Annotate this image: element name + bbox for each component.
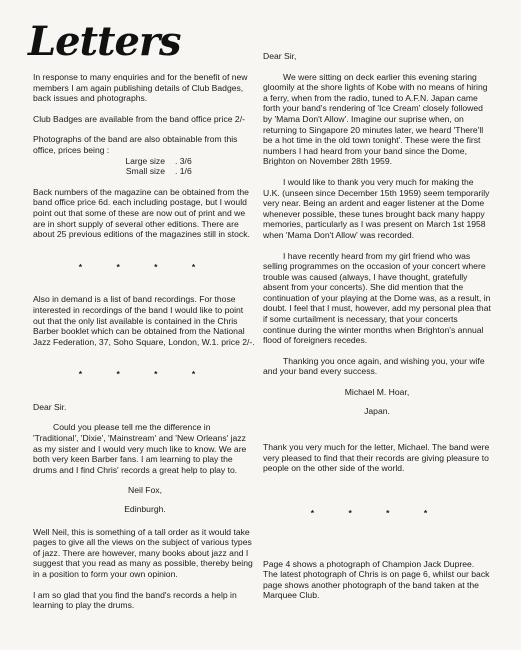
right-column <box>263 51 491 611</box>
letter-salutation: Dear Sir, <box>263 51 297 61</box>
letter-paragraph: We were sitting on deck earlier this evening staring gloomily at the shore lights of Kobe with no means of hiring a ferry, when from the radio, tuned to A.F.N. Japan came forth your band's rendering of 'Ice Cream' closely followed by 'Mama Don't Allow'. Imagine our suprise when, on returning to Singapore 20 minutes later, we heard 'There'll be a hot time in the old town tonight'. These were the first numbers I had heard from your band since the Dome, Brighton on November 28th 1959. <box>263 71 488 167</box>
closing-paragraph: Page 4 shows a photograph of Champion Jack Dupree. The latest photograph of Chris is on page 6, whilst our back page shows another photograph of the band taken at the Marquee Club. <box>263 558 490 601</box>
signature-place: Edinburgh. <box>124 504 166 515</box>
intro-paragraph: In response to many enquiries and for the benefit of new members I am again publishing details of Club Badges, back issues and photographs. <box>33 72 248 104</box>
page-heading: Letters <box>28 18 181 65</box>
letter-body: Could you please tell me the difference in 'Traditional', 'Dixie', 'Mainstream' and 'New Orleans' jazz as my sister and I would very much like to know. We are both very keen Barber fans. I am learning to play the drums and I find Chris' records a great help to play to. <box>33 422 247 475</box>
badges-paragraph: Club Badges are available from the band office price 2/- <box>33 113 245 124</box>
separator: * * * * <box>310 508 444 518</box>
signature-name: Neil Fox, <box>128 485 162 496</box>
letter-salutation: Dear Sir. <box>33 401 67 412</box>
letter-paragraph: I have recently heard from my girl friend who was selling programmes on the occasion of your concert where trouble was caused (always, I have thought, gratefully absent from your concerts). She did mention that the continuation of your playing at the Dome was, as a result, in doubt. I feel that I must, however, add my personal plea that if some curtailment is necessary, that your concerts continue during the winter months when Brighton's annual flood of foreigners recedes. <box>263 250 491 346</box>
price-row-large: Large size . 3/6 <box>125 155 192 166</box>
reply-paragraph: Well Neil, this is something of a tall order as it would take pages to give all the views on the subject of various types of jazz. There are however, many books about jazz and I suggest that you read as many as possible, thereby being in a position to form your own opinion. <box>33 526 253 579</box>
signature-place: Japan. <box>364 405 390 416</box>
price-row-small: Small size . 1/6 <box>125 166 192 177</box>
letter-paragraph: I would like to thank you very much for making the U.K. (unseen since December 15th 1959) seem temporarily very near. Being an ardent and eager listener at the Dome whenever possible, these tunes brought back many happy memories, particularly as I was present on March 1st 1958 when 'Mama Don't Allow' was recorded. <box>263 176 490 240</box>
left-column <box>33 72 257 621</box>
signature-name: Michael M. Hoar, <box>344 387 410 398</box>
recordings-paragraph: Also in demand is a list of band recordings. For those interested in recordings of the band I would like to point out that the only list available is contained in the Chris Barber booklet which can be obtained from the National Jazz Federation, 37, Soho Square, London, W.1. price 2/-. <box>33 294 255 347</box>
letter-paragraph: Thanking you once again, and wishing you, your wife and your band every success. <box>263 355 485 377</box>
reply-paragraph: Thank you very much for the letter, Michael. The band were very pleased to find that their records are giving pleasure to people on the other side of the world. <box>263 442 490 474</box>
photos-paragraph: Photographs of the band are also obtainable from this office, prices being : <box>33 134 238 155</box>
reply-paragraph: I am so glad that you find the band's records a help in learning to play the drums. <box>33 589 237 611</box>
back-numbers-paragraph: Back numbers of the magazine can be obtained from the band office price 6d. each including postage, but I would point out that some of these are now out of print and we are in short supply of several other editions. There are about 25 previous editions of the magazines still in stock. <box>33 186 250 240</box>
separator: * * * * <box>78 261 212 272</box>
separator: * * * * <box>78 369 212 380</box>
